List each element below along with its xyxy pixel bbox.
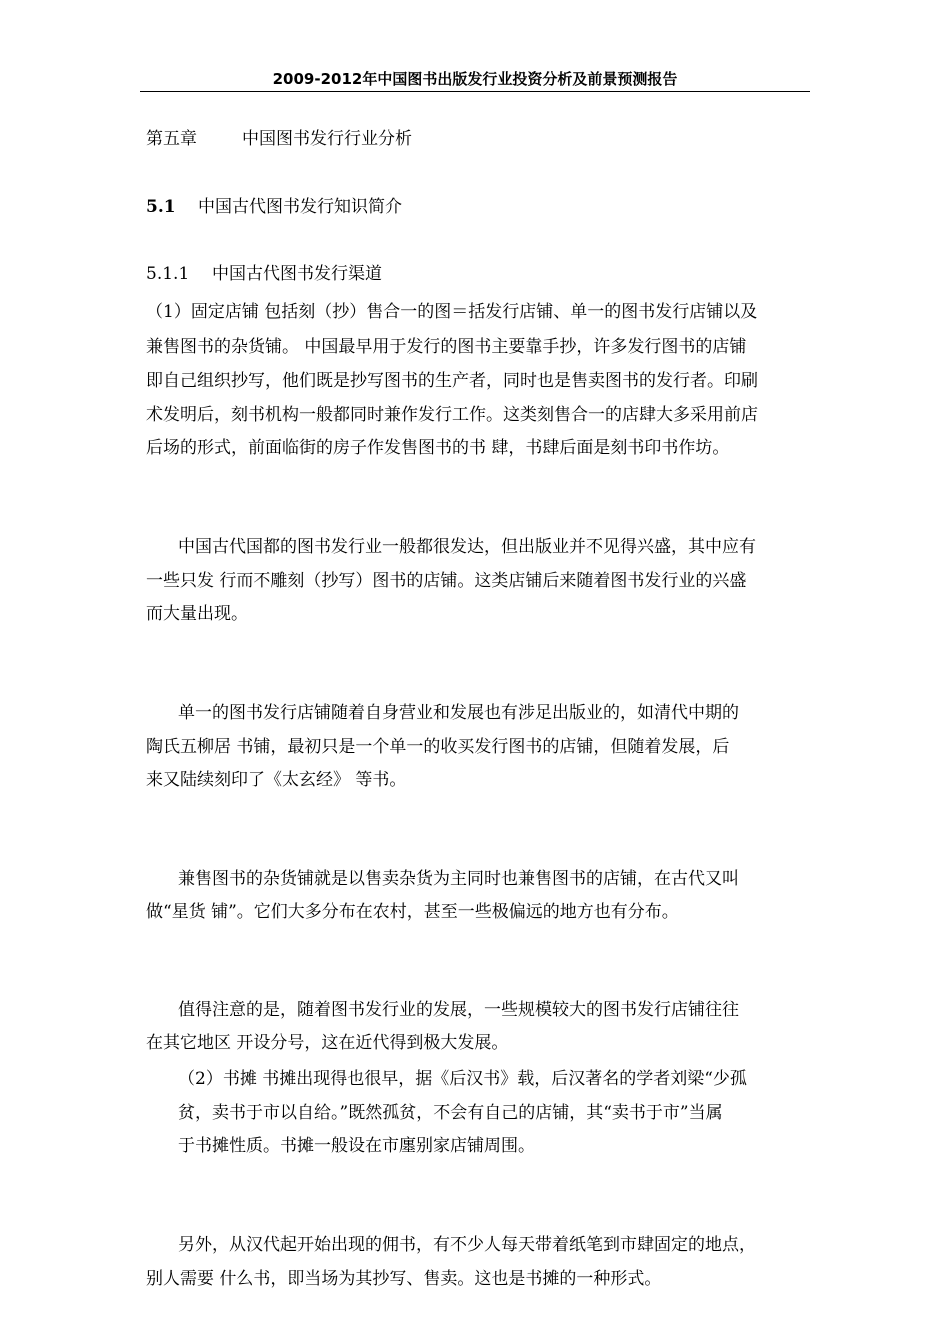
- page-header: 2009-2012年中国图书出版发行业投资分析及前景预测报告: [272, 70, 678, 88]
- paragraph-line: 即自己组织抄写，他们既是抄写图书的生产者，同时也是售卖图书的发行者。印刷: [146, 371, 758, 391]
- paragraph-line: 另外，从汉代起开始出现的佣书，有不少人每天带着纸笔到市肆固定的地点，: [178, 1235, 756, 1255]
- paragraph-line: 做“星货 铺”。它们大多分布在农村，甚至一些极偏远的地方也有分布。: [146, 902, 679, 922]
- paragraph-line: （1）固定店铺 包括刻（抄）售合一的图＝括发行店铺、单一的图书发行店铺以及: [146, 302, 758, 322]
- paragraph-line: 来又陆续刻印了《太玄经》 等书。: [146, 770, 407, 790]
- paragraph-line: 而大量出现。: [146, 604, 248, 624]
- paragraph-line: 陶氏五柳居 书铺，最初只是一个单一的收买发行图书的店铺，但随着发展，后: [146, 737, 730, 757]
- paragraph-line: 值得注意的是，随着图书发行业的发展，一些规模较大的图书发行店铺往往: [178, 1000, 739, 1020]
- paragraph-line: 在其它地区 开设分号，这在近代得到极大发展。: [146, 1033, 509, 1053]
- chapter-title: 中国图书发行行业分析: [242, 129, 412, 149]
- paragraph-line: 后场的形式，前面临街的房子作发售图书的书 肆，书肆后面是刻书印书作坊。: [146, 438, 730, 458]
- subsection-heading: [146, 263, 382, 285]
- paragraph-line: 于书摊性质。书摊一般设在市廛别家店铺周围。: [178, 1136, 535, 1156]
- paragraph-line: 中国古代国都的图书发行业一般都很发达，但出版业并不见得兴盛，其中应有: [178, 537, 756, 557]
- paragraph-line: 兼售图书的杂货铺。 中国最早用于发行的图书主要靠手抄，许多发行图书的店铺: [146, 337, 747, 357]
- section-title: 中国古代图书发行知识简介: [198, 197, 402, 217]
- chapter-heading: [146, 128, 412, 150]
- paragraph-line: 别人需要 什么书，即当场为其抄写、售卖。这也是书摊的一种形式。: [146, 1269, 662, 1289]
- subsection-title: 中国古代图书发行渠道: [212, 264, 382, 284]
- header-rule: [140, 91, 810, 92]
- section-number: 5.1: [146, 197, 176, 217]
- paragraph-line: 兼售图书的杂货铺就是以售卖杂货为主同时也兼售图书的店铺，在古代又叫: [178, 869, 739, 889]
- paragraph-line: 一些只发 行而不雕刻（抄写）图书的店铺。这类店铺后来随着图书发行业的兴盛: [146, 571, 747, 591]
- chapter-number: 第五章: [146, 129, 197, 149]
- paragraph-line: 贫，卖书于市以自给。”既然孤贫，不会有自己的店铺，其“卖书于市”当属: [178, 1103, 723, 1123]
- paragraph-line: 术发明后，刻书机构一般都同时兼作发行工作。这类刻售合一的店肆大多采用前店: [146, 405, 758, 425]
- section-heading: [146, 196, 402, 218]
- paragraph-line: 单一的图书发行店铺随着自身营业和发展也有涉足出版业的，如清代中期的: [178, 703, 739, 723]
- paragraph-line: （2）书摊 书摊出现得也很早，据《后汉书》载，后汉著名的学者刘梁“少孤: [178, 1069, 747, 1089]
- subsection-number: 5.1.1: [146, 264, 190, 284]
